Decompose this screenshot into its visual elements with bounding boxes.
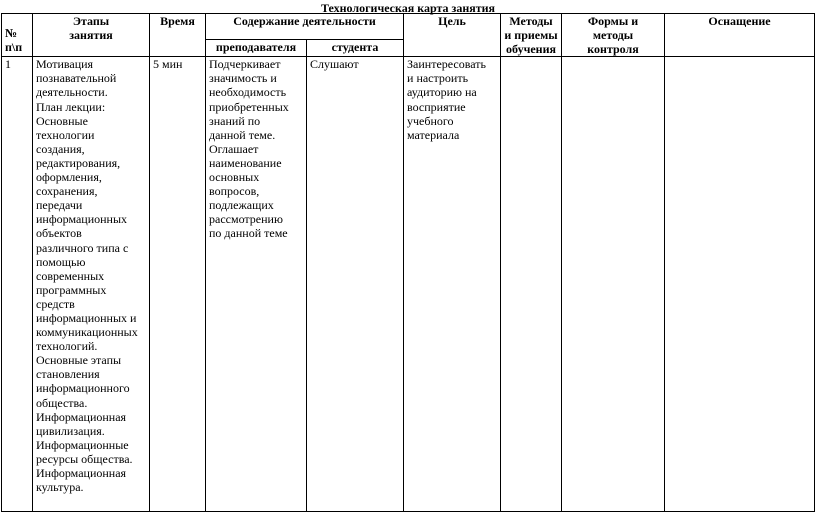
cell-teacher <box>206 57 307 512</box>
teacher-line: Оглашает <box>209 141 259 156</box>
stage-line: Информационные <box>36 437 129 452</box>
goal-line: материала <box>407 127 460 142</box>
stage-line: общества. <box>36 395 88 410</box>
teacher-line: вопросов, <box>209 184 260 199</box>
stage-line: помощью <box>36 254 86 269</box>
goal-line: восприятие <box>407 99 466 114</box>
stage-line: коммуникационных <box>36 325 138 340</box>
goal-line: учебного <box>407 113 454 128</box>
cell-goal <box>404 57 501 512</box>
stage-line: Информационная <box>36 466 127 480</box>
teacher-line: основных <box>209 170 260 185</box>
cell-number: 1 <box>2 57 33 512</box>
document-title: Технологическая карта занятия <box>320 1 496 15</box>
stage-line: становления <box>36 367 100 382</box>
header-forms-line2: методы <box>592 28 634 43</box>
header-methods-line1: Методы <box>509 14 553 28</box>
header-methods-line3: обучения <box>506 42 556 57</box>
teacher-line: знаний по <box>209 113 261 128</box>
teacher-line: подлежащих <box>209 198 274 213</box>
stage-line: информационного <box>36 381 130 396</box>
teacher-line: необходимость <box>209 85 287 100</box>
stage-line: технологии <box>36 127 95 142</box>
stage-line: передачи <box>36 198 83 213</box>
goal-line: и настроить <box>407 71 469 86</box>
stage-line: средств <box>36 296 75 311</box>
tech-map-table <box>1 13 815 512</box>
header-methods <box>501 14 562 57</box>
stage-line: План лекции: <box>36 99 106 114</box>
cell-equipment <box>665 57 815 512</box>
header-student: студента <box>307 39 404 57</box>
stage-line: Мотивация <box>36 57 94 72</box>
teacher-line: рассмотрению <box>209 212 283 227</box>
header-equipment: Оснащение <box>665 14 815 57</box>
header-stages-line2: занятия <box>69 28 113 43</box>
stage-line: деятельности. <box>36 85 108 100</box>
header-number-line1: № <box>5 26 18 40</box>
stage-line: различного типа с <box>36 240 129 255</box>
header-content: Содержание деятельности <box>206 14 404 40</box>
goal-line: аудиторию на <box>407 85 477 100</box>
header-teacher: преподавателя <box>206 39 307 57</box>
stage-line: оформления, <box>36 170 102 185</box>
cell-student: Слушают <box>307 57 404 512</box>
stage-line: современных <box>36 268 105 283</box>
cell-time: 5 мин <box>150 57 206 512</box>
cell-methods <box>501 57 562 512</box>
header-forms-line1: Формы и <box>587 14 639 28</box>
header-methods-line2: и приемы <box>504 28 558 43</box>
stage-line: Основные этапы <box>36 353 122 368</box>
stage-line: Основные <box>36 113 88 128</box>
header-number <box>2 14 33 57</box>
stage-line: сохранения, <box>36 184 98 199</box>
teacher-line: приобретенных <box>209 99 289 114</box>
stage-line: объектов <box>36 226 82 241</box>
teacher-line: данной теме. <box>209 127 276 142</box>
header-forms-line3: контроля <box>587 42 639 57</box>
stage-line: информационных <box>36 212 128 227</box>
header-goal: Цель <box>404 14 501 57</box>
cell-stage <box>33 57 150 512</box>
teacher-line: Подчеркивает <box>209 57 281 72</box>
header-stages <box>33 14 150 57</box>
stage-line: культура. <box>36 480 84 495</box>
stage-line: создания, <box>36 141 85 156</box>
goal-line: Заинтересовать <box>407 57 486 72</box>
stage-line: редактирования, <box>36 155 121 170</box>
stage-line: ресурсы общества. <box>36 451 133 466</box>
teacher-line: по данной теме <box>209 226 288 241</box>
stage-line: Информационная <box>36 409 127 424</box>
header-forms <box>562 14 665 57</box>
teacher-line: наименование <box>209 155 282 170</box>
stage-line: цивилизация. <box>36 423 105 438</box>
header-time: Время <box>150 14 206 57</box>
header-number-line2: п\п <box>5 40 23 55</box>
stage-line: программных <box>36 282 107 297</box>
header-stages-line1: Этапы <box>72 14 110 28</box>
cell-forms <box>562 57 665 512</box>
stage-line: технологий. <box>36 339 98 354</box>
teacher-line: значимость и <box>209 71 277 86</box>
stage-line: информационных и <box>36 310 137 325</box>
stage-line: познавательной <box>36 71 117 86</box>
